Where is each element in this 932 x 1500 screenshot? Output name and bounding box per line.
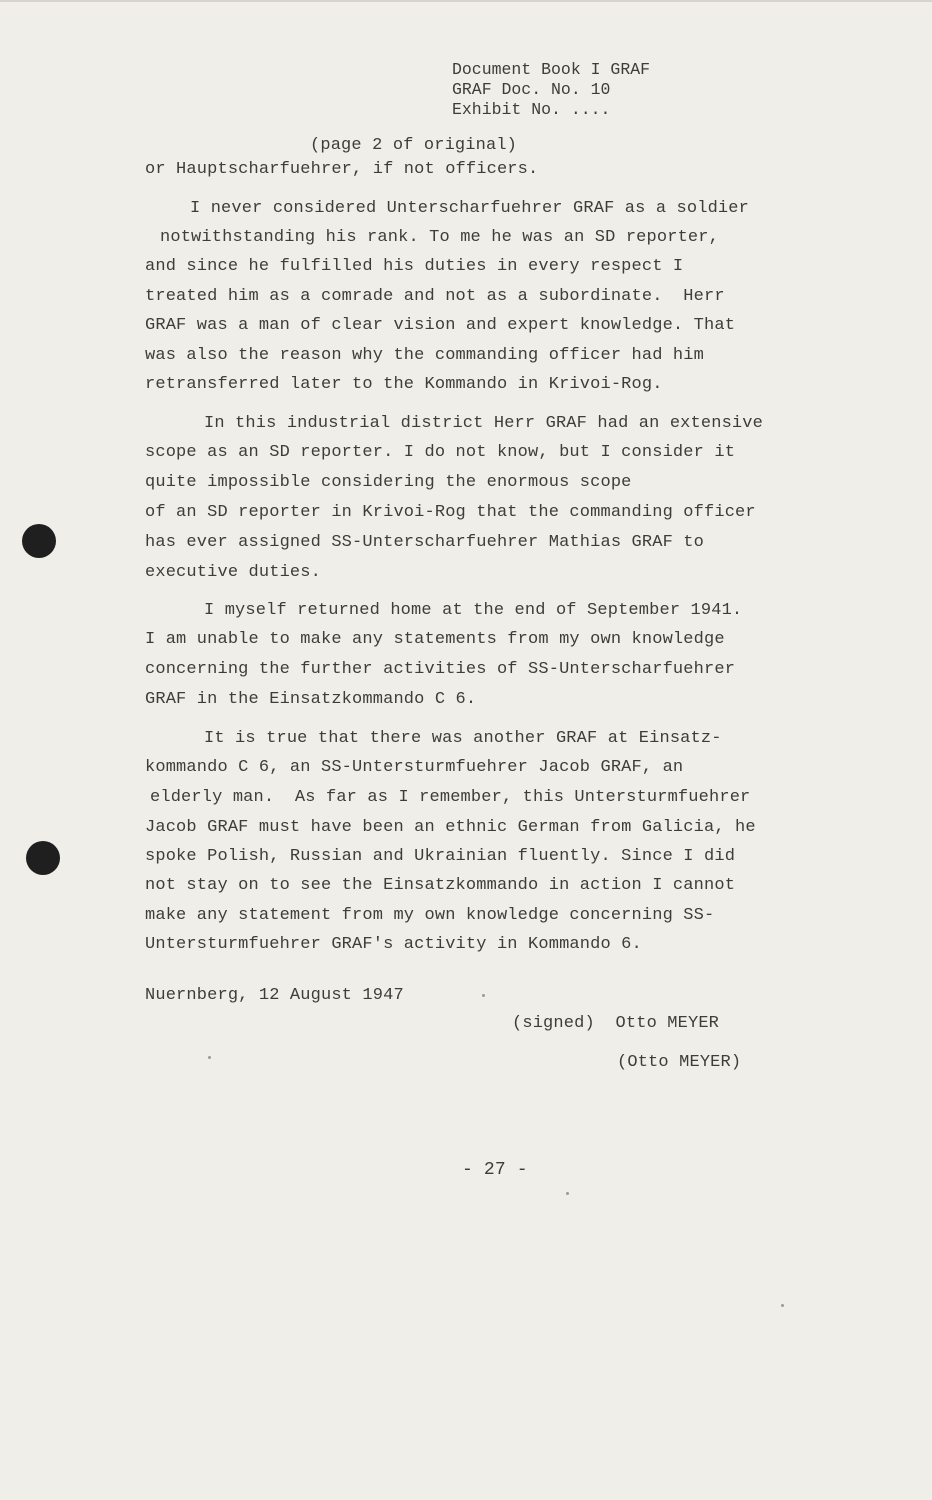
text-line: notwithstanding his rank. To me he was an SD reporter, [160,228,719,247]
text-line: I am unable to make any statements from my own knowledge [145,630,725,649]
paper-speck [781,1304,784,1307]
text-line: was also the reason why the commanding officer had him [145,346,704,365]
text-line: of an SD reporter in Krivoi-Rog that the commanding officer [145,503,756,522]
text-line: executive duties. [145,563,321,582]
text-line: concerning the further activities of SS-Unterscharfuehrer [145,660,736,679]
text-line: spoke Polish, Russian and Ukrainian fluently. Since I did [145,847,736,866]
text-line: GRAF was a man of clear vision and expert knowledge. That [145,316,736,335]
text-line: GRAF in the Einsatzkommando C 6. [145,690,477,709]
top-edge [0,0,932,2]
text-line: and since he fulfilled his duties in every respect I [145,257,684,276]
text-line: has ever assigned SS-Unterscharfuehrer Mathias GRAF to [145,533,704,552]
paper-speck [482,994,485,997]
text-line: kommando C 6, an SS-Untersturmfuehrer Jacob GRAF, an [145,758,684,777]
signature-signed: (signed) Otto MEYER [512,1014,720,1033]
continuation-line: or Hauptscharfuehrer, if not officers. [145,160,539,179]
document-header [452,60,650,120]
text-line: make any statement from my own knowledge concerning SS- [145,906,715,925]
paper-speck [566,1192,569,1195]
text-line: quite impossible considering the enormous scope [145,473,632,492]
punch-hole [26,841,60,875]
signature-typed: (Otto MEYER) [617,1053,742,1072]
place-date: Nuernberg, 12 August 1947 [145,986,404,1005]
text-line: I myself returned home at the end of September 1941. [204,601,743,620]
text-line: It is true that there was another GRAF at Einsatz- [204,729,722,748]
header-line-book: Document Book I GRAF [452,60,651,79]
text-line: treated him as a comrade and not as a subordinate. Herr [145,287,725,306]
header-line-exhibit: Exhibit No. .... [452,100,611,119]
text-line: scope as an SD reporter. I do not know, but I consider it [145,443,736,462]
text-line: retransferred later to the Kommando in Krivoi-Rog. [145,375,663,394]
text-line: I never considered Unterscharfuehrer GRAF as a soldier [190,199,749,218]
text-line: Jacob GRAF must have been an ethnic German from Galicia, he [145,818,756,837]
text-line: In this industrial district Herr GRAF had an extensive [204,414,763,433]
paper-speck [208,1056,211,1059]
page-caption: (page 2 of original) [310,136,518,155]
text-line: not stay on to see the Einsatzkommando in action I cannot [145,876,736,895]
header-line-doc: GRAF Doc. No. 10 [452,80,611,99]
punch-hole [22,524,56,558]
page-number: - 27 - [462,1160,528,1180]
text-line: Untersturmfuehrer GRAF's activity in Kommando 6. [145,935,642,954]
text-line: elderly man. As far as I remember, this Untersturmfuehrer [150,788,751,807]
